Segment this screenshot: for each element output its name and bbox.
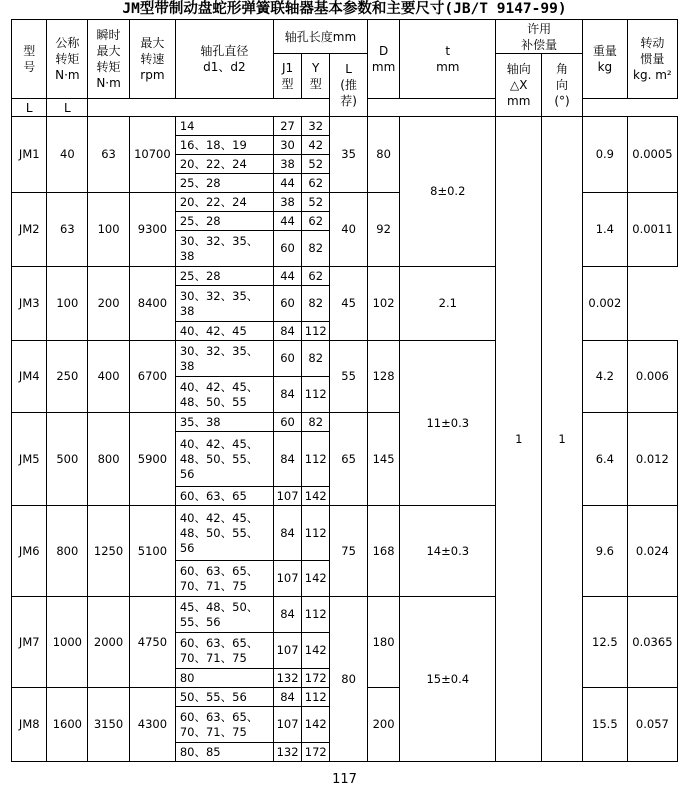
- y-length-cell: 112: [302, 597, 330, 633]
- l-recommended-cell: 80: [330, 597, 368, 762]
- max-speed-cell: 5100: [129, 506, 175, 597]
- bore-diameter-cell: 35、38: [175, 413, 273, 432]
- nominal-torque-cell: 40: [47, 117, 88, 193]
- header-bore-length: 轴孔长度mm: [273, 20, 367, 54]
- max-speed-cell: 4300: [129, 688, 175, 762]
- inertia-cell: 0.002: [582, 267, 627, 341]
- l-recommended-cell: 75: [330, 506, 368, 597]
- header-l-j1: L: [12, 99, 47, 117]
- y-length-cell: 82: [302, 286, 330, 322]
- bore-diameter-cell: 25、28: [175, 174, 273, 193]
- j1-length-cell: 107: [273, 707, 301, 743]
- bore-diameter-cell: 16、18、19: [175, 136, 273, 155]
- y-length-cell: 142: [302, 487, 330, 506]
- bore-diameter-cell: 60、63、65、 70、71、75: [175, 633, 273, 669]
- angular-compensation-cell: 1: [542, 117, 583, 762]
- header-max-speed: 最大 转速 rpm: [129, 20, 175, 99]
- bore-diameter-cell: 80: [175, 669, 273, 688]
- d-cell: 92: [367, 193, 399, 267]
- d-cell: 80: [367, 117, 399, 193]
- y-length-cell: 142: [302, 561, 330, 597]
- y-length-cell: 142: [302, 633, 330, 669]
- model-cell: JM5: [12, 413, 47, 506]
- nominal-torque-cell: 250: [47, 341, 88, 413]
- y-length-cell: 172: [302, 743, 330, 762]
- model-cell: JM7: [12, 597, 47, 688]
- j1-length-cell: 27: [273, 117, 301, 136]
- header-axial: 轴向 △X mm: [496, 54, 542, 117]
- weight-cell: 6.4: [582, 413, 627, 506]
- j1-length-cell: 60: [273, 231, 301, 267]
- page-title: JM型带制动盘蛇形弹簧联轴器基本参数和主要尺寸(JB/T 9147-99): [122, 1, 567, 17]
- j1-length-cell: 84: [273, 432, 301, 487]
- y-length-cell: 32: [302, 117, 330, 136]
- bore-diameter-cell: 30、32、35、 38: [175, 341, 273, 377]
- y-length-cell: 142: [302, 707, 330, 743]
- d-cell: 102: [367, 267, 399, 341]
- peak-torque-cell: 400: [88, 341, 130, 413]
- page-number: 117: [332, 772, 357, 787]
- header-inertia: 转动 惯量 kg. m²: [627, 20, 677, 99]
- j1-length-cell: 84: [273, 597, 301, 633]
- bore-diameter-cell: 40、42、45: [175, 322, 273, 341]
- j1-length-cell: 38: [273, 193, 301, 212]
- nominal-torque-cell: 1000: [47, 597, 88, 688]
- spec-table: [11, 19, 678, 762]
- header-d: D mm: [367, 20, 399, 99]
- max-speed-cell: 5900: [129, 413, 175, 506]
- l-recommended-cell: 65: [330, 413, 368, 506]
- l-recommended-cell: 55: [330, 341, 368, 413]
- weight-cell: 1.4: [582, 193, 627, 267]
- model-cell: JM4: [12, 341, 47, 413]
- header-l-recommended: L (推 荐): [330, 54, 368, 117]
- j1-length-cell: 107: [273, 633, 301, 669]
- model-cell: JM2: [12, 193, 47, 267]
- t-cell: 8±0.2: [400, 117, 496, 267]
- bore-diameter-cell: 40、42、45、 48、50、55、 56: [175, 432, 273, 487]
- max-speed-cell: 9300: [129, 193, 175, 267]
- model-cell: JM6: [12, 506, 47, 597]
- weight-cell: 0.9: [582, 117, 627, 193]
- weight-cell: 12.5: [582, 597, 627, 688]
- j1-length-cell: 60: [273, 341, 301, 377]
- max-speed-cell: 8400: [129, 267, 175, 341]
- header-row: [12, 20, 678, 37]
- j1-length-cell: 30: [273, 136, 301, 155]
- header-compensation: 许用 补偿量: [496, 20, 583, 54]
- nominal-torque-cell: 63: [47, 193, 88, 267]
- y-length-cell: 112: [302, 506, 330, 561]
- y-length-cell: 62: [302, 267, 330, 286]
- bore-diameter-cell: 30、32、35、 38: [175, 231, 273, 267]
- header-peak-torque: 瞬时 最大 转矩 N·m: [88, 20, 130, 99]
- peak-torque-cell: 100: [88, 193, 130, 267]
- y-length-cell: 52: [302, 155, 330, 174]
- nominal-torque-cell: 800: [47, 506, 88, 597]
- j1-length-cell: 107: [273, 487, 301, 506]
- max-speed-cell: 4750: [129, 597, 175, 688]
- d-cell: 168: [367, 506, 399, 597]
- model-cell: JM3: [12, 267, 47, 341]
- d-cell: 180: [367, 597, 399, 688]
- d-cell: 145: [367, 413, 399, 506]
- header-model: 型 号: [12, 20, 47, 99]
- bore-diameter-cell: 60、63、65、 70、71、75: [175, 707, 273, 743]
- j1-length-cell: 44: [273, 267, 301, 286]
- axial-compensation-cell: 1: [496, 117, 542, 762]
- weight-cell: 4.2: [582, 341, 627, 413]
- d-cell: 200: [367, 688, 399, 762]
- j1-length-cell: 84: [273, 322, 301, 341]
- j1-length-cell: 60: [273, 413, 301, 432]
- inertia-cell: 0.012: [627, 413, 677, 506]
- inertia-cell: 0.0365: [627, 597, 677, 688]
- peak-torque-cell: 200: [88, 267, 130, 341]
- j1-length-cell: 44: [273, 174, 301, 193]
- model-cell: JM1: [12, 117, 47, 193]
- inertia-cell: 0.0005: [627, 117, 677, 193]
- l-recommended-cell: 35: [330, 117, 368, 193]
- d-cell: 128: [367, 341, 399, 413]
- table-row: [12, 117, 678, 136]
- bore-diameter-cell: 25、28: [175, 212, 273, 231]
- bore-diameter-cell: 14: [175, 117, 273, 136]
- model-cell: JM8: [12, 688, 47, 762]
- y-length-cell: 112: [302, 377, 330, 413]
- weight-cell: 2.1: [400, 267, 496, 341]
- y-length-cell: 82: [302, 341, 330, 377]
- y-length-cell: 112: [302, 322, 330, 341]
- y-length-cell: 62: [302, 174, 330, 193]
- y-length-cell: 112: [302, 688, 330, 707]
- l-recommended-cell: 45: [330, 267, 368, 341]
- j1-length-cell: 60: [273, 286, 301, 322]
- header-j1: J1 型: [273, 54, 301, 99]
- header-t: t mm: [400, 20, 496, 99]
- y-length-cell: 52: [302, 193, 330, 212]
- inertia-cell: 0.024: [627, 506, 677, 597]
- t-cell: 14±0.3: [400, 506, 496, 597]
- inertia-cell: 0.057: [627, 688, 677, 762]
- peak-torque-cell: 2000: [88, 597, 130, 688]
- header-nominal-torque: 公称 转矩 N·m: [47, 20, 88, 99]
- j1-length-cell: 132: [273, 669, 301, 688]
- bore-diameter-cell: 20、22、24: [175, 193, 273, 212]
- j1-length-cell: 38: [273, 155, 301, 174]
- inertia-cell: 0.0011: [627, 193, 677, 267]
- bore-diameter-cell: 30、32、35、 38: [175, 286, 273, 322]
- bore-diameter-cell: 40、42、45、 48、50、55、 56: [175, 506, 273, 561]
- bore-diameter-cell: 25、28: [175, 267, 273, 286]
- y-length-cell: 82: [302, 413, 330, 432]
- max-speed-cell: 10700: [129, 117, 175, 193]
- j1-length-cell: 107: [273, 561, 301, 597]
- bore-diameter-cell: 50、55、56: [175, 688, 273, 707]
- t-cell: 15±0.4: [400, 597, 496, 762]
- y-length-cell: 42: [302, 136, 330, 155]
- header-y: Y 型: [302, 54, 330, 99]
- weight-cell: 15.5: [582, 688, 627, 762]
- y-length-cell: 112: [302, 432, 330, 487]
- header-bore-diameter: 轴孔直径 d1、d2: [175, 20, 273, 99]
- max-speed-cell: 6700: [129, 341, 175, 413]
- nominal-torque-cell: 500: [47, 413, 88, 506]
- j1-length-cell: 84: [273, 506, 301, 561]
- t-cell: 11±0.3: [400, 341, 496, 506]
- j1-length-cell: 44: [273, 212, 301, 231]
- peak-torque-cell: 800: [88, 413, 130, 506]
- bore-diameter-cell: 80、85: [175, 743, 273, 762]
- header-weight: 重量 kg: [582, 20, 627, 99]
- y-length-cell: 172: [302, 669, 330, 688]
- weight-cell: 9.6: [582, 506, 627, 597]
- j1-length-cell: 84: [273, 688, 301, 707]
- peak-torque-cell: 3150: [88, 688, 130, 762]
- bore-diameter-cell: 60、63、65、 70、71、75: [175, 561, 273, 597]
- header-angular: 角 向 (°): [542, 54, 583, 117]
- bore-diameter-cell: 60、63、65: [175, 487, 273, 506]
- j1-length-cell: 84: [273, 377, 301, 413]
- bore-diameter-cell: 20、22、24: [175, 155, 273, 174]
- nominal-torque-cell: 1600: [47, 688, 88, 762]
- j1-length-cell: 132: [273, 743, 301, 762]
- l-recommended-cell: 40: [330, 193, 368, 267]
- peak-torque-cell: 63: [88, 117, 130, 193]
- nominal-torque-cell: 100: [47, 267, 88, 341]
- peak-torque-cell: 1250: [88, 506, 130, 597]
- y-length-cell: 62: [302, 212, 330, 231]
- header-l-y: L: [47, 99, 88, 117]
- bore-diameter-cell: 45、48、50、 55、56: [175, 597, 273, 633]
- inertia-cell: 0.006: [627, 341, 677, 413]
- bore-diameter-cell: 40、42、45、 48、50、55: [175, 377, 273, 413]
- y-length-cell: 82: [302, 231, 330, 267]
